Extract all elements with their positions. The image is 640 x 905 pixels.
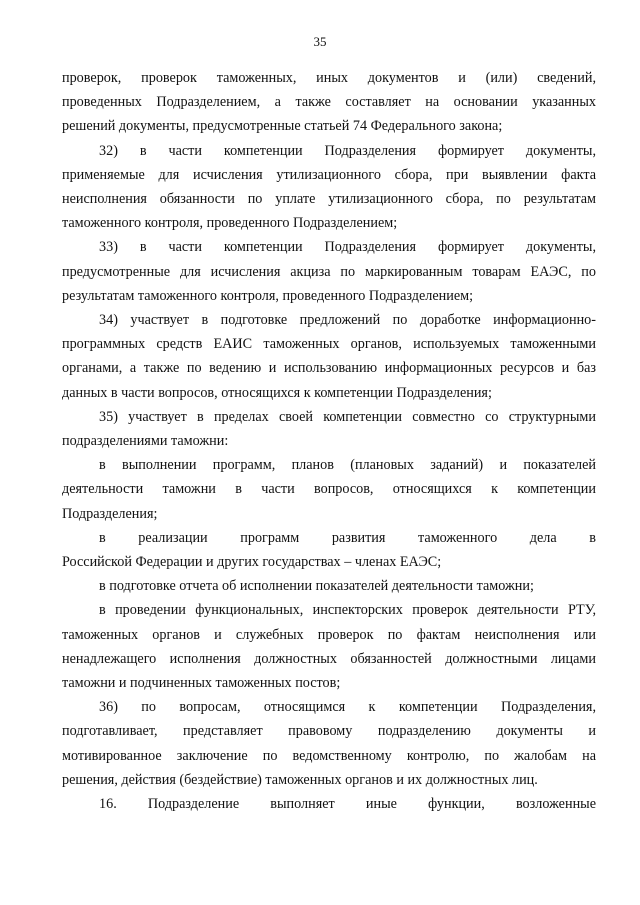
text-line: результатам таможенного контроля, проведенного Подразделением; <box>62 287 474 304</box>
text-line: органами, а также по ведению и использованию информационных ресурсов и баз <box>62 360 596 377</box>
text-line: неисполнения обязанности по уплате утилизационного сбора, по результатам <box>62 191 596 208</box>
text-line: ненадлежащего исполнения должностных обязанностей должностными лицами <box>62 650 596 667</box>
text-line: проведенных Подразделением, а также составляет на основании указанных <box>62 94 596 111</box>
text-line: деятельности таможни в части вопросов, относящихся к компетенции <box>62 481 596 498</box>
paragraph <box>62 66 596 139</box>
text-line: 36) по вопросам, относящимся к компетенции Подразделения, <box>99 699 596 716</box>
paragraph <box>62 526 596 574</box>
text-line: 16. Подразделение выполняет иные функции, возложенные <box>99 796 596 813</box>
paragraph <box>62 695 596 792</box>
text-line: таможенного контроля, проведенного Подразделением; <box>62 215 398 232</box>
text-line: таможни и подчиненных таможенных постов; <box>62 675 341 692</box>
text-line: 33) в части компетенции Подразделения формирует документы, <box>99 239 596 256</box>
document-body <box>62 66 596 816</box>
text-line: 34) участвует в подготовке предложений по доработке информационно- <box>99 312 596 329</box>
paragraph <box>62 792 596 816</box>
paragraph <box>62 574 596 598</box>
text-line: подготавливает, представляет правовому подразделению документы и <box>62 723 596 740</box>
page-number: 35 <box>313 34 327 49</box>
paragraph <box>62 308 596 405</box>
paragraph <box>62 405 596 453</box>
text-line: в реализации программ развития таможенного дела в <box>99 529 596 546</box>
text-line: решения, действия (бездействие) таможенных органов и их должностных лиц. <box>62 771 538 788</box>
text-line: данных в части вопросов, относящихся к компетенции Подразделения; <box>62 384 492 401</box>
text-line: мотивированное заключение по ведомственному контролю, по жалобам на <box>62 747 596 764</box>
text-line: 35) участвует в пределах своей компетенции совместно со структурными <box>99 408 596 425</box>
paragraph <box>62 453 596 526</box>
text-line: Российской Федерации и других государствах – членах ЕАЭС; <box>62 554 442 571</box>
text-line: Подразделения; <box>62 505 158 522</box>
text-line: в выполнении программ, планов (плановых заданий) и показателей <box>99 457 596 474</box>
text-line: подразделениями таможни: <box>62 433 229 450</box>
text-line: проверок, проверок таможенных, иных документов и (или) сведений, <box>62 70 596 86</box>
text-line: решений документы, предусмотренные статьей 74 Федерального закона; <box>62 118 503 135</box>
text-line: 32) в части компетенции Подразделения формирует документы, <box>99 142 596 159</box>
text-line: применяемые для исчисления утилизационного сбора, при выявлении факта <box>62 166 596 183</box>
paragraph <box>62 598 596 695</box>
text-line: таможенных органов и служебных проверок по фактам неисполнения или <box>62 626 596 643</box>
text-line: предусмотренные для исчисления акциза по маркированным товарам ЕАЭС, по <box>62 263 596 280</box>
text-line: в проведении функциональных, инспекторских проверок деятельности РТУ, <box>99 602 596 619</box>
text-line: в подготовке отчета об исполнении показателей деятельности таможни; <box>99 578 534 595</box>
paragraph <box>62 139 596 236</box>
paragraph <box>62 235 596 308</box>
text-line: программных средств ЕАИС таможенных органов, используемых таможенными <box>62 336 596 353</box>
